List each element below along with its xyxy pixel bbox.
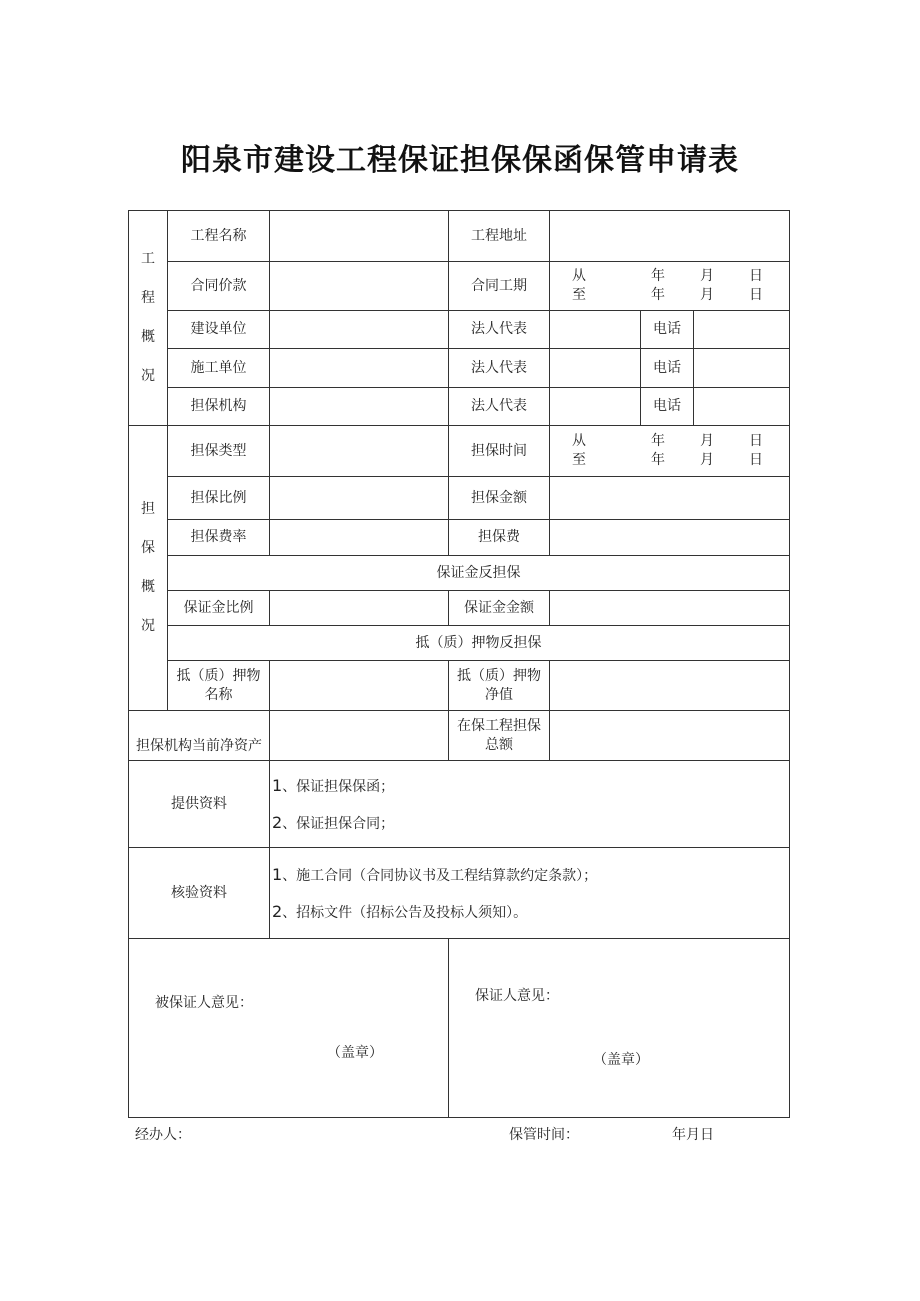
collateral-value-field[interactable] <box>550 661 790 711</box>
custody-date-label: 年月日 <box>672 1127 714 1143</box>
list-item: 1、施工合同（合同协议书及工程结算款约定条款）； <box>272 865 598 884</box>
legal-rep-label: 法人代表 <box>449 311 550 349</box>
insured-opinion-box[interactable] <box>129 939 449 1118</box>
provided-docs-label: 提供资料 <box>129 761 270 848</box>
org-net-assets-field[interactable] <box>270 711 449 761</box>
deposit-counter-guarantee-heading: 保证金反担保 <box>168 556 790 591</box>
guarantee-org-label: 担保机构 <box>168 388 270 426</box>
deposit-amount-label: 保证金金额 <box>449 591 550 626</box>
insured-seal-label: （盖章） <box>327 1045 383 1061</box>
guarantee-type-field[interactable] <box>270 426 449 477</box>
total-guarantee-label: 在保工程担保 总额 <box>449 711 550 761</box>
guarantor-opinion-label: 保证人意见： <box>475 988 559 1004</box>
custody-time-label: 保管时间： <box>509 1127 579 1143</box>
guarantee-fee-label: 担保费 <box>449 520 550 556</box>
project-address-field[interactable] <box>550 211 790 262</box>
collateral-name-label: 抵（质）押物 名称 <box>168 661 270 711</box>
page-title: 阳泉市建设工程保证担保保函保管申请表 <box>181 143 739 178</box>
guarantee-org-field[interactable] <box>270 388 449 426</box>
list-item: 2、保证担保合同； <box>272 813 395 832</box>
guarantee-amount-field[interactable] <box>550 477 790 520</box>
legal-rep-label: 法人代表 <box>449 349 550 388</box>
list-item: 2、招标文件（招标公告及投标人须知）。 <box>272 902 528 921</box>
contract-period-label: 合同工期 <box>449 262 550 311</box>
project-address-label: 工程地址 <box>449 211 550 262</box>
guarantee-type-label: 担保类型 <box>168 426 270 477</box>
legal-rep-label: 法人代表 <box>449 388 550 426</box>
total-guarantee-field[interactable] <box>550 711 790 761</box>
insured-opinion-label: 被保证人意见： <box>155 995 253 1011</box>
deposit-ratio-field[interactable] <box>270 591 449 626</box>
construction-unit-field[interactable] <box>270 311 449 349</box>
provided-docs-list <box>270 761 790 848</box>
phone-field[interactable] <box>694 388 790 426</box>
guarantee-amount-label: 担保金额 <box>449 477 550 520</box>
guarantee-fee-rate-field[interactable] <box>270 520 449 556</box>
contract-price-field[interactable] <box>270 262 449 311</box>
legal-rep-field[interactable] <box>550 349 641 388</box>
guarantee-ratio-label: 担保比例 <box>168 477 270 520</box>
collateral-name-field[interactable] <box>270 661 449 711</box>
verify-docs-label: 核验资料 <box>129 848 270 939</box>
project-name-field[interactable] <box>270 211 449 262</box>
legal-rep-field[interactable] <box>550 388 641 426</box>
section-guarantee-overview-label: 担 保 概 况 <box>129 426 168 711</box>
guarantee-ratio-field[interactable] <box>270 477 449 520</box>
deposit-amount-field[interactable] <box>550 591 790 626</box>
phone-field[interactable] <box>694 311 790 349</box>
guarantor-opinion-box[interactable] <box>449 939 790 1118</box>
phone-label: 电话 <box>641 388 694 426</box>
list-item: 1、保证担保保函； <box>272 776 395 795</box>
deposit-ratio-label: 保证金比例 <box>168 591 270 626</box>
handler-label: 经办人： <box>135 1127 191 1143</box>
guarantor-seal-label: （盖章） <box>593 1052 649 1068</box>
builder-unit-field[interactable] <box>270 349 449 388</box>
application-form-table <box>128 210 790 1118</box>
org-net-assets-label: 担保机构当前净资产 <box>129 711 270 761</box>
contract-price-label: 合同价款 <box>168 262 270 311</box>
guarantee-fee-rate-label: 担保费率 <box>168 520 270 556</box>
collateral-counter-guarantee-heading: 抵（质）押物反担保 <box>168 626 790 661</box>
phone-field[interactable] <box>694 349 790 388</box>
guarantee-fee-field[interactable] <box>550 520 790 556</box>
guarantee-time-field[interactable]: 从 年 月 日 至 年 月 日 <box>550 426 790 477</box>
construction-unit-label: 建设单位 <box>168 311 270 349</box>
phone-label: 电话 <box>641 349 694 388</box>
section-project-overview-label: 工 程 概 况 <box>129 211 168 426</box>
guarantee-time-label: 担保时间 <box>449 426 550 477</box>
legal-rep-field[interactable] <box>550 311 641 349</box>
collateral-value-label: 抵（质）押物 净值 <box>449 661 550 711</box>
builder-unit-label: 施工单位 <box>168 349 270 388</box>
contract-period-field[interactable]: 从 年 月 日 至 年 月 日 <box>550 262 790 311</box>
phone-label: 电话 <box>641 311 694 349</box>
project-name-label: 工程名称 <box>168 211 270 262</box>
verify-docs-list <box>270 848 790 939</box>
